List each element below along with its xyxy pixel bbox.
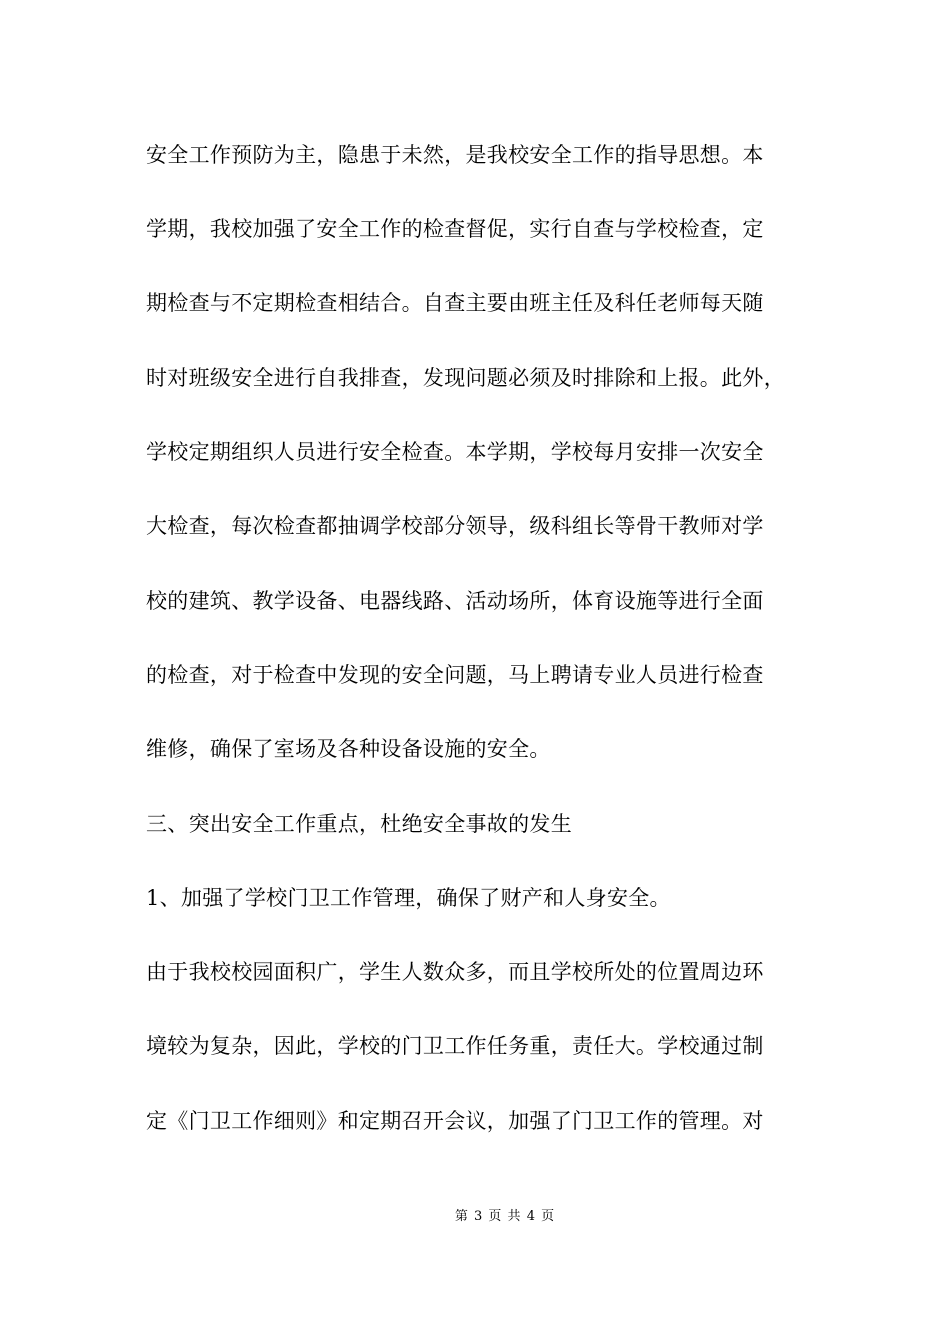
subsection-heading: 1、加强了学校门卫工作管理，确保了财产和人身安全。 [146, 886, 671, 910]
body-text-line: 大检查，每次检查都抽调学校部分领导，级科组长等骨干教师对学 [146, 514, 764, 538]
body-text-line: 维修，确保了室场及各种设备设施的安全。 [146, 737, 551, 761]
body-text-line: 定《门卫工作细则》和定期召开会议，加强了门卫工作的管理。对 [146, 1109, 764, 1133]
body-text-line: 学期，我校加强了安全工作的检查督促，实行自查与学校检查，定 [146, 217, 764, 241]
page-number-footer: 第 3 页 共 4 页 [454, 1209, 556, 1224]
body-text-line: 期检查与不定期检查相结合。自查主要由班主任及科任老师每天随 [146, 291, 764, 315]
body-text-line: 的检查，对于检查中发现的安全问题，马上聘请专业人员进行检查 [146, 663, 764, 687]
body-text-line: 时对班级安全进行自我排查，发现问题必须及时排除和上报。此外， [146, 366, 785, 390]
body-text-line: 安全工作预防为主，隐患于未然，是我校安全工作的指导思想。本 [146, 143, 764, 167]
body-text-line: 由于我校校园面积广，学生人数众多，而且学校所处的位置周边环 [146, 960, 764, 984]
section-heading: 三、突出安全工作重点，杜绝安全事故的发生 [146, 812, 572, 836]
body-text-line: 校的建筑、教学设备、电器线路、活动场所，体育设施等进行全面 [146, 589, 764, 613]
body-text-line: 学校定期组织人员进行安全检查。本学期，学校每月安排一次安全 [146, 440, 764, 464]
body-text-line: 境较为复杂，因此，学校的门卫工作任务重，责任大。学校通过制 [146, 1034, 764, 1058]
